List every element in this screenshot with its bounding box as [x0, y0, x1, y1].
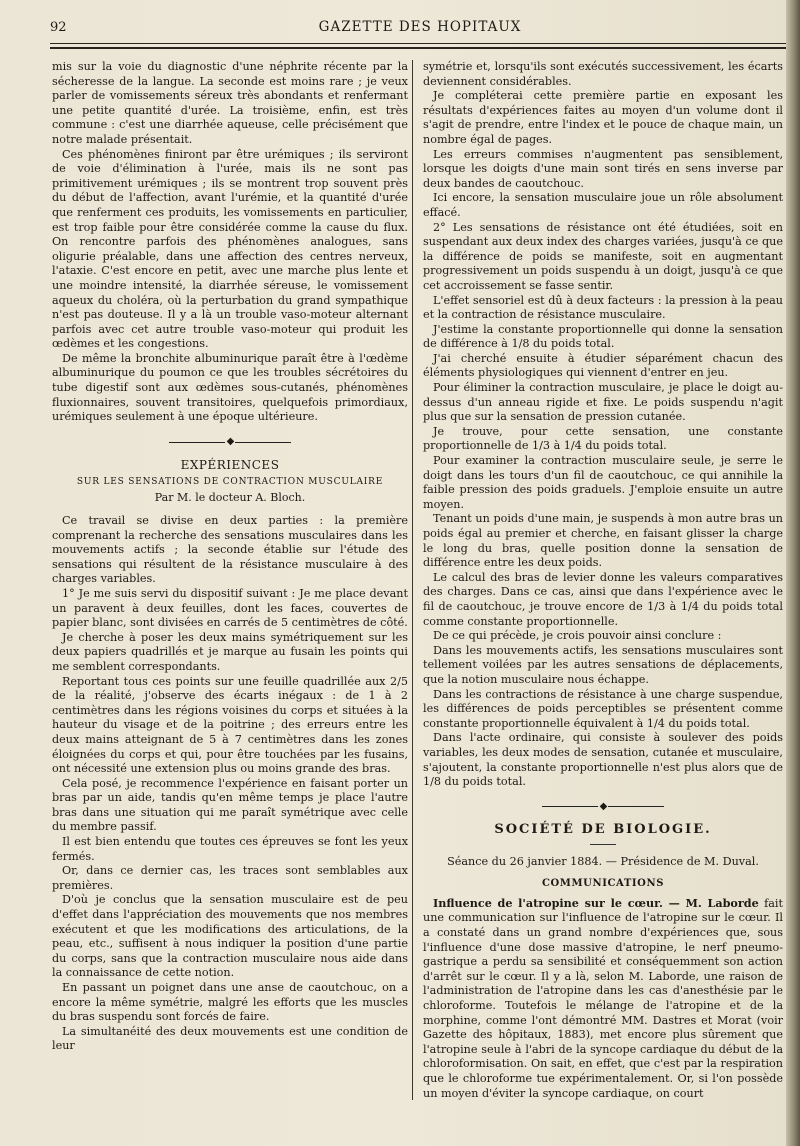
section-ornament: ◆ [423, 800, 783, 815]
header-rule [50, 43, 795, 44]
paragraph: Ce travail se divise en deux parties : la première comprenant la recherche des sensations musculaires dans les mouvements actifs ; la seconde établie sur l'étude des sensations qui résultent de la résistance musculaire à des charges variables. [52, 514, 408, 586]
item-run-in: Influence de l'atropine sur le cœur. — M. Laborde [433, 895, 759, 910]
short-rule [590, 844, 616, 845]
paragraph: 1° Je me suis servi du dispositif suivant : Je me place devant un paravent à deux feuilles, dont les faces, couvertes de papier blanc, sont divisées en carrés de 5 centimètres de côté. [52, 586, 408, 630]
paragraph: Ici encore, la sensation musculaire joue un rôle absolument effacé. [423, 191, 783, 219]
paragraph: Tenant un poids d'une main, je suspends à mon autre bras un poids égal au premier et cherche, en faisant glisser la charge le long du bras, quelle position donne la sensation de différence entre les deux poids. [423, 512, 783, 570]
paragraph: Reportant tous ces points sur une feuille quadrillée aux 2/5 de la réalité, j'observe des écarts inégaux : de 1 à 2 centimètres dans les régions voisines du corps et situées à la hauteur du visage et de la poitrine ; des erreurs entre les deux mains atteignant de 5 à 7 centimètres dans les zones éloignées du corps et qui, pour être touchées par les fusains, ont nécessité une extension plus ou moins grande des bras. [52, 674, 408, 776]
paragraph: Il est bien entendu que toutes ces épreuves se font les yeux fermés. [52, 835, 408, 863]
paragraph: symétrie et, lorsqu'ils sont exécutés successivement, les écarts deviennent considérables. [423, 60, 783, 88]
paragraph: Le calcul des bras de levier donne les valeurs comparatives des charges. Dans ce cas, ainsi que dans l'expérience avec le fil de caoutchouc, je trouve encore de 1/3 à 1/4 du poids total comme constante proportionnelle. [423, 570, 783, 628]
journal-title: GAZETTE DES HOPITAUX [318, 19, 522, 35]
paragraph: Cela posé, je recommence l'expérience en faisant porter un bras par un aide, tandis qu'en même temps je place l'autre bras dans une situation qui me paraît symétrique avec celle du membre passif. [52, 776, 408, 834]
paragraph: Ces phénomènes finiront par être urémiques ; ils serviront de voie d'élimination à l'urée, mais ils ne sont pas primitivement urémiques ; ils se montrent trop souvent près du début de l'affection, avant l'urémie, et la quantité d'urée que renferment ces produits, les vomissements en particulier, est trop faible pour être considérée comme la cause du flux. On rencontre parfois des phénomènes analogues, sans oligurie préalable, dans une affection des centres nerveux, l'ataxie. C'est encore en petit, avec une marche plus lente et une moindre intensité, la diarrhée séreuse, le vomissement aqueux du choléra, où la perturbation du grand sympathique n'est pas douteuse. Il y a là un trouble vaso-moteur alternant parfois avec cet autre trouble vaso-moteur qui produit les œdèmes et les congestions. [52, 147, 408, 351]
paragraph: Dans l'acte ordinaire, qui consiste à soulever des poids variables, les deux modes de sensation, cutanée et musculaire, s'ajoutent, la constante proportionnelle n'est plus alors que de 1/8 du poids total. [423, 731, 783, 789]
article-subtitle: SUR LES SENSATIONS DE CONTRACTION MUSCULAIRE [76, 476, 384, 487]
paragraph: En passant un poignet dans une anse de caoutchouc, on a encore la même symétrie, malgré les efforts que les muscles du bras suspendu sont forcés de faire. [52, 981, 408, 1024]
page-number: 92 [50, 20, 67, 35]
paragraph [423, 896, 783, 1101]
paragraph: J'estime la constante proportionnelle qui donne la sensation de différence à 1/8 du poids total. [423, 322, 783, 351]
page-header [50, 16, 790, 40]
paragraph: La simultanéité des deux mouvements est une condition de leur [52, 1024, 408, 1053]
paragraph: D'où je conclus que la sensation musculaire est de peu d'effet dans l'appréciation des mouvements que nos membres exécutent et que les modifications des articulations, de la peau, etc., suffisent à nous indiquer la position d'une partie du corps, sans que la contraction musculaire nous aide dans la connaissance de cette notion. [52, 893, 408, 980]
paragraph: Je trouve, pour cette sensation, une constante proportionnelle de 1/3 à 1/4 du poids total. [423, 424, 783, 453]
paragraph: Pour examiner la contraction musculaire seule, je serre le doigt dans les tours d'un fil de caoutchouc, ce qui annihile la faible pression des poids graduels. J'emploie ensuite un autre moyen. [423, 454, 783, 511]
seance-line: Séance du 26 janvier 1884. — Présidence de M. Duval. [447, 854, 759, 868]
paragraph: Or, dans ce dernier cas, les traces sont semblables aux premières. [52, 864, 408, 892]
paragraph: De ce qui précède, je crois pouvoir ainsi conclure : [433, 629, 722, 643]
paragraph: Les erreurs commises n'augmentent pas sensiblement, lorsque les doigts d'une main sont tirés en sens inverse par deux bandes de caoutchouc. [423, 147, 783, 190]
paragraph: mis sur la voie du diagnostic d'une néphrite récente par la sécheresse de la langue. La seconde est moins rare ; je veux parler de vomissements séreux très abondants et renfermant une petite quantité d'urée. La troisième, enfin, est très commune : c'est une diarrhée aqueuse, celle précisément que notre malade présentait. [52, 60, 408, 146]
paragraph: 2° Les sensations de résistance ont été étudiées, soit en suspendant aux deux index des charges variées, jusqu'à ce que la différence de poids se manifeste, soit en augmentant progressivement un poids suspendu à un doigt, jusqu'à ce que cet accroissement se fasse sentir. [423, 220, 783, 292]
right-column [423, 60, 783, 1101]
paragraph: Dans les mouvements actifs, les sensations musculaires sont tellement voilées par les autres sensations de déplacements, que la notion musculaire nous échappe. [423, 643, 783, 686]
item-text: fait une communication sur l'influence de l'atropine sur le cœur. Il a constaté dans un grand nombre d'expériences que, sous l'influence d'une dose massive d'atropine, le nerf pneumo-gastrique a perdu sa sensibilité et conséquemment son action d'arrêt sur le cœur. Il y a là, selon M. Laborde, une raison de l'administration de l'atropine dans les cas d'anesthésie par le chloroforme. Toutefois le mélange de l'atropine et de la morphine, comme l'ont démontré MM. Dastres et Morat (voir Gazette des hôpitaux, 1883), met encore plus sûrement que l'atropine seule à l'abri de la syncope cardiaque du début de la chloroformisation. On sait, en effet, que c'est par la respiration que le chloroforme tue expérimentalement. Or, si l'on possède un moyen d'éviter la syncope cardiaque, on court [423, 896, 783, 1100]
header-rule-thick [50, 47, 795, 49]
paragraph: Je compléterai cette première partie en exposant les résultats d'expériences faites au moyen d'un volume dont il s'agit de prendre, entre l'index et le pouce de chaque main, un nombre égal de pages. [423, 89, 783, 146]
paragraph: J'ai cherché ensuite à étudier séparément chacun des éléments physiologiques qui viennent d'entrer en jeu. [423, 351, 783, 380]
article-title: EXPÉRIENCES [180, 458, 280, 473]
society-title: SOCIÉTÉ DE BIOLOGIE. [494, 822, 712, 838]
section-ornament: ◆ [52, 435, 408, 450]
paragraph: L'effet sensoriel est dû à deux facteurs : la pression à la peau et la contraction de résistance musculaire. [423, 293, 783, 322]
paragraph: Dans les contractions de résistance à une charge suspendue, les différences de poids perceptibles se présentent comme constante proportionnelle équivalent à 1/4 du poids total. [423, 687, 783, 730]
paragraph: Pour éliminer la contraction musculaire, je place le doigt au-dessus d'un anneau rigide et fixe. Le poids suspendu n'agit plus que sur la sensation de pression cutanée. [423, 381, 783, 424]
book-spine-shadow [786, 0, 800, 1146]
communications-heading: COMMUNICATIONS [541, 878, 665, 890]
paragraph: Je cherche à poser les deux mains symétriquement sur les deux papiers quadrillés et je marque au fusain les points qui me semblent correspondants. [52, 630, 408, 673]
column-divider [412, 60, 413, 1100]
left-column [52, 60, 408, 1054]
paragraph: De même la bronchite albuminurique paraît être à l'œdème albuminurique du poumon ce que les troubles sécrétoires du tube digestif sont aux œdèmes sous-cutanés, phénomènes fluxionnaires, souvent transitoires, quelquefois primordiaux, urémiques seulement à une époque ultérieure. [52, 351, 408, 424]
article-byline: Par M. le docteur A. Bloch. [154, 491, 306, 505]
